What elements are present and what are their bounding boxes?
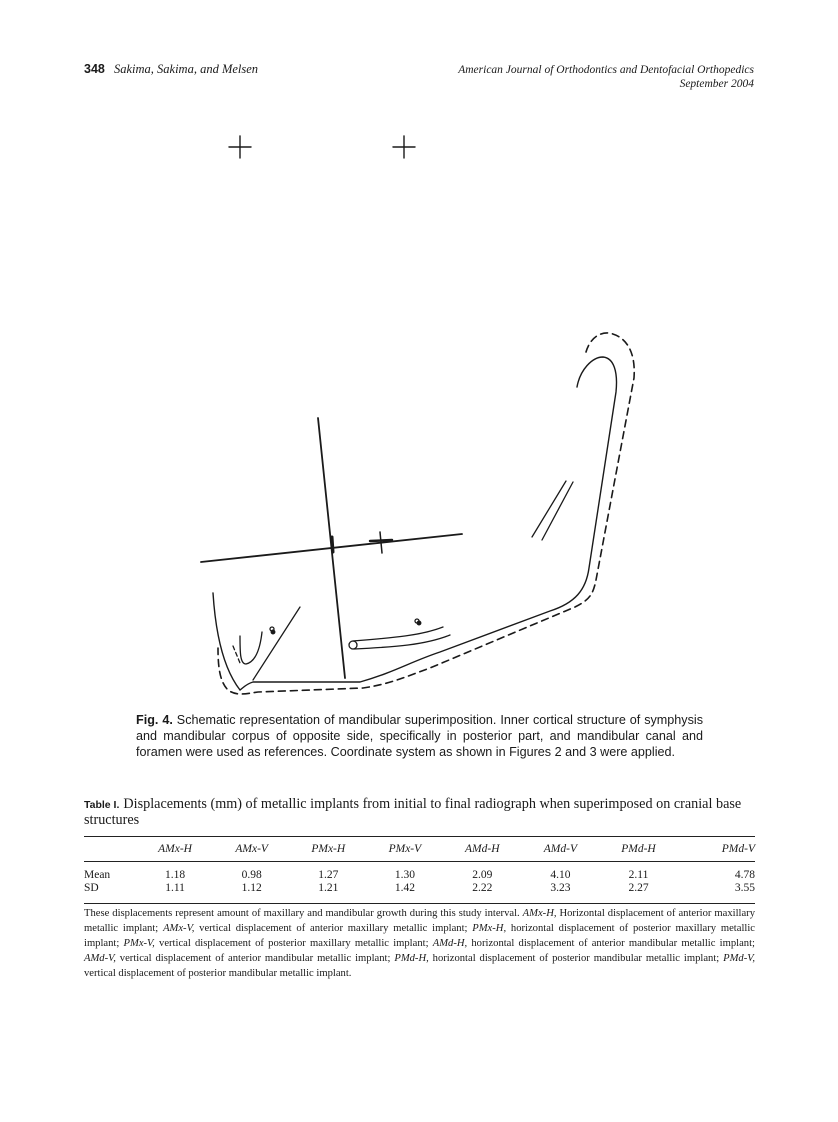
mandibular-canal xyxy=(349,619,450,649)
column-header: AMd-V xyxy=(543,843,577,855)
table-label: Table I. xyxy=(84,799,120,811)
footnote-text: These displacements represent amount of maxillary and mandibular growth during this study interval. xyxy=(84,908,523,919)
column-header: PMd-V xyxy=(721,843,755,855)
table-cell: 4.10 xyxy=(550,868,571,881)
abbreviation: AMx-V, xyxy=(163,923,195,934)
abbreviation: PMd-H, xyxy=(394,953,429,964)
figure-label: Fig. 4. xyxy=(136,713,173,727)
table-cell: 1.12 xyxy=(241,881,262,894)
footnote-text: horizontal displacement of posterior maxillary metallic implant; xyxy=(84,923,755,949)
issue-date: September 2004 xyxy=(679,78,754,90)
footnote-text: horizontal displacement of posterior mandibular metallic implant; xyxy=(428,953,724,964)
table-cell: 1.11 xyxy=(165,881,185,894)
figure-caption-text: Schematic representation of mandibular superimposition. Inner cortical structure of symphysis and mandibular corpus of opposite side, specifically in posterior part, and mandibular canal and foramen were used as references. Coordinate system as shown in Figures 2 and 3 were applied. xyxy=(136,713,703,760)
abbreviation: AMd-V, xyxy=(84,953,116,964)
registration-cross-left xyxy=(229,136,251,158)
table-title-text: Displacements (mm) of metallic implants from initial to final radiograph when superimposed on cranial base structures xyxy=(84,796,742,828)
registration-cross-right xyxy=(393,136,415,158)
row-label: Mean xyxy=(84,868,111,881)
table-cell: 1.18 xyxy=(164,868,186,881)
table-cell: 0.98 xyxy=(241,868,262,881)
displacement-table xyxy=(84,836,755,897)
table-cell: 1.27 xyxy=(318,868,339,881)
table-cell: 2.27 xyxy=(628,881,649,894)
table-header-row xyxy=(84,837,755,862)
abbreviation: PMd-V, xyxy=(723,953,756,964)
table-cell: 1.30 xyxy=(394,868,415,881)
column-header: PMd-H xyxy=(621,843,656,855)
column-header: PMx-H xyxy=(311,843,346,855)
column-header: AMx-H xyxy=(158,843,192,855)
abbreviation: PMx-H, xyxy=(472,923,507,934)
table-title xyxy=(84,797,756,828)
column-header: AMd-H xyxy=(465,843,500,855)
column-header xyxy=(84,837,136,862)
page-number: 348 xyxy=(84,62,105,76)
journal-name: American Journal of Orthodontics and Dentofacial Orthopedics xyxy=(458,64,754,76)
footnote-text: vertical displacement of posterior mandibular metallic implant. xyxy=(84,968,352,979)
table-cell: 3.23 xyxy=(550,881,571,894)
abbreviation: AMd-H, xyxy=(432,938,468,949)
table-bottom-rule xyxy=(84,903,755,904)
table-cell: 3.55 xyxy=(734,881,755,894)
table-body xyxy=(84,862,755,898)
table-cell: 2.22 xyxy=(472,881,493,894)
authors: Sakima, Sakima, and Melsen xyxy=(113,62,259,76)
row-label: SD xyxy=(84,881,99,894)
table-cell: 1.21 xyxy=(318,881,339,894)
footnote-text: Horizontal displacement of anterior maxillary metallic implant; xyxy=(84,908,755,934)
column-header: AMx-V xyxy=(235,843,268,855)
mandible-outline-dashed xyxy=(218,333,634,694)
footnote-text: vertical displacement of anterior maxillary metallic implant; xyxy=(194,923,473,934)
table-row xyxy=(84,862,755,882)
mandible-outline-solid xyxy=(213,357,616,690)
column-header: PMx-V xyxy=(388,843,422,855)
inner-cortical-lines xyxy=(532,481,573,540)
table-cell: 1.42 xyxy=(394,881,415,894)
table-footnote xyxy=(84,906,755,981)
footnote-text: vertical displacement of posterior maxillary metallic implant; xyxy=(154,938,433,949)
table-cell: 2.09 xyxy=(472,868,493,881)
abbreviation: AMx-H, xyxy=(522,908,557,919)
table-cell: 4.78 xyxy=(734,868,755,881)
symphysis-inner-structure xyxy=(233,607,300,680)
abbreviation: PMx-V, xyxy=(123,938,155,949)
figure-caption xyxy=(136,712,703,761)
footnote-text: vertical displacement of anterior mandibular metallic implant; xyxy=(115,953,395,964)
table-row xyxy=(84,881,755,897)
table-cell: 2.11 xyxy=(628,868,649,881)
footnote-text: horizontal displacement of anterior mandibular metallic implant; xyxy=(467,938,755,949)
